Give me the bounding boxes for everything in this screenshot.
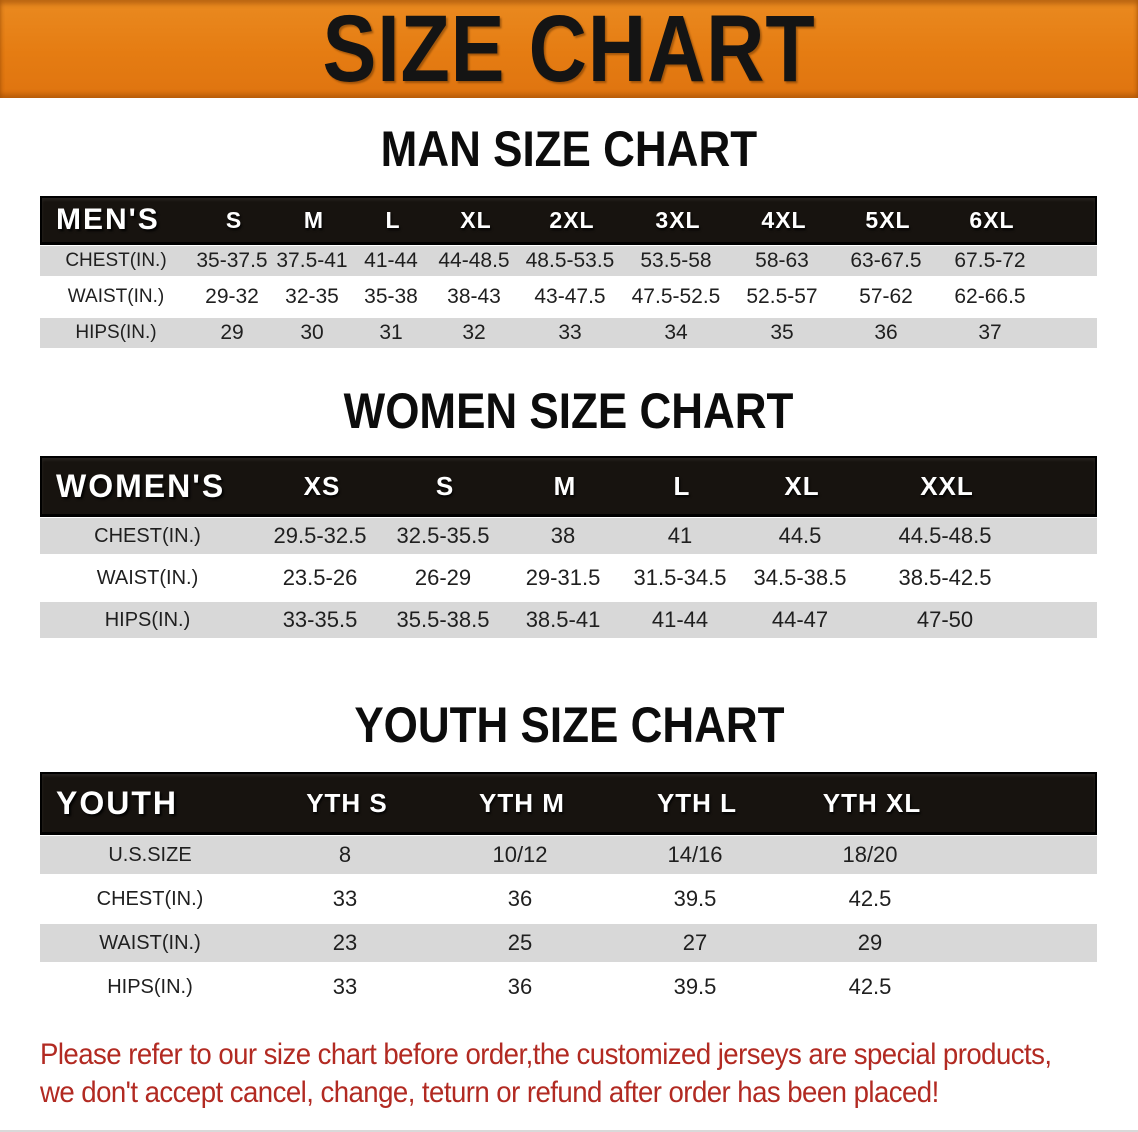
measurement-value: 29.5-32.5 [273,523,367,548]
measurement-value: 29 [220,321,244,344]
measurement-row [40,518,1097,554]
measurement-value: 41-44 [651,607,709,632]
measurement-value: 41 [667,523,693,548]
measurement-value: 37.5-41 [276,249,348,272]
size-column-header: YTH S [306,787,388,818]
measurement-value: 67.5-72 [954,249,1026,272]
size-column-header: 5XL [865,206,911,233]
size-column-header: 2XL [549,206,595,233]
measurement-value: 8 [338,842,352,867]
measurement-value: 26-29 [414,565,472,590]
measurement-row [40,836,1097,874]
spacer-cell [1042,282,1097,312]
size-table-header-row [40,456,1097,516]
measurement-value: 14/16 [667,842,723,867]
measurement-value: 10/12 [492,842,548,867]
size-table-header-row [40,196,1097,244]
size-column-header: YTH XL [822,787,922,818]
measurement-value: 39.5 [673,974,717,999]
measurement-value: 35.5-38.5 [396,607,490,632]
measurement-value: 35-37.5 [196,249,268,272]
measurement-value: 25 [507,930,533,955]
measurement-value: 43-47.5 [534,285,606,308]
measurement-value: 33 [332,974,358,999]
size-column-header: 4XL [761,206,807,233]
measurement-value: 48.5-53.5 [525,249,615,272]
measurement-value: 58-63 [755,249,809,272]
measurement-value: 29-31.5 [525,565,601,590]
measurement-value: 38-43 [447,285,501,308]
measurement-value: 57-62 [859,285,913,308]
measurement-value: 29-32 [205,285,259,308]
size-column-header: YTH M [479,787,565,818]
spacer-cell [1042,246,1097,276]
measurement-label: U.S.SIZE [108,843,192,866]
table-group-label: WOMEN'S [56,467,226,504]
measurement-label: WAIST(IN.) [67,286,165,307]
youth-size-chart-heading-text: YOUTH SIZE CHART [353,697,785,753]
spacer-cell [1025,518,1097,554]
measurement-row [40,968,1097,1006]
spacer-cell [960,836,1097,874]
measurement-value: 23.5-26 [282,565,358,590]
measurement-value: 37 [978,321,1002,344]
spacer-cell [960,880,1097,918]
measurement-value: 47.5-52.5 [631,285,721,308]
measurement-row [40,560,1097,596]
disclaimer-line-1: Please refer to our size chart before order,the customized jerseys are special products, [40,1038,1052,1071]
measurement-value: 18/20 [842,842,898,867]
measurement-value: 38.5-42.5 [898,565,992,590]
measurement-value: 32-35 [285,285,339,308]
measurement-value: 35-38 [364,285,418,308]
measurement-label: HIPS(IN.) [104,608,191,631]
measurement-value: 32 [462,321,486,344]
measurement-value: 38 [550,523,576,548]
measurement-value: 32.5-35.5 [396,523,490,548]
youth-size-chart-heading [0,697,1138,753]
spacer-cell [1025,560,1097,596]
size-column-header: 3XL [655,206,701,233]
size-column-header: XL [784,470,820,501]
measurement-value: 44-48.5 [438,249,510,272]
measurement-value: 39.5 [673,886,717,911]
measurement-value: 36 [507,886,533,911]
spacer-cell [1044,198,1099,242]
measurement-value: 52.5-57 [746,285,818,308]
measurement-value: 31.5-34.5 [633,565,727,590]
measurement-label: HIPS(IN.) [75,322,157,343]
table-group-label: YOUTH [56,784,178,821]
measurement-value: 30 [300,321,324,344]
measurement-value: 29 [857,930,883,955]
measurement-value: 44-47 [771,607,829,632]
measurement-value: 63-67.5 [850,249,922,272]
size-column-header: S [435,470,455,501]
man-size-chart-heading-text: MAN SIZE CHART [380,121,758,177]
women-size-chart-heading [0,383,1138,439]
spacer-cell [962,774,1099,832]
measurement-row [40,880,1097,918]
size-column-header: S [225,206,243,233]
measurement-label: WAIST(IN.) [96,566,199,589]
spacer-cell [960,968,1097,1006]
table-group-label: MEN'S [56,203,160,236]
size-column-header: 6XL [969,206,1015,233]
measurement-row [40,602,1097,638]
banner-title: SIZE CHART [322,0,816,102]
measurement-value: 31 [379,321,403,344]
spacer-cell [1027,458,1099,514]
measurement-row [40,282,1097,312]
measurement-value: 42.5 [848,974,892,999]
measurement-value: 35 [770,321,794,344]
measurement-value: 33 [558,321,582,344]
measurement-value: 23 [332,930,358,955]
measurement-value: 33-35.5 [282,607,358,632]
measurement-value: 62-66.5 [954,285,1026,308]
size-column-header: M [553,470,577,501]
measurement-label: CHEST(IN.) [94,524,201,547]
youth-size-table [40,772,1097,1006]
measurement-row [40,246,1097,276]
measurement-value: 27 [682,930,708,955]
measurement-value: 53.5-58 [640,249,712,272]
measurement-row [40,318,1097,348]
measurement-value: 44.5 [778,523,822,548]
size-column-header: YTH L [656,787,738,818]
measurement-value: 47-50 [916,607,974,632]
measurement-value: 36 [874,321,898,344]
size-column-header: XXL [920,470,974,501]
measurement-value: 44.5-48.5 [898,523,992,548]
size-column-header: L [673,470,691,501]
measurement-value: 42.5 [848,886,892,911]
size-table-header-row [40,772,1097,834]
women-size-chart-heading-text: WOMEN SIZE CHART [344,383,794,439]
measurement-value: 41-44 [364,249,418,272]
size-column-header: XL [460,206,492,233]
size-column-header: L [385,206,401,233]
spacer-cell [1042,318,1097,348]
women-size-table [40,456,1097,638]
measurement-label: WAIST(IN.) [99,931,201,954]
measurement-value: 34 [664,321,688,344]
measurement-value: 38.5-41 [525,607,601,632]
spacer-cell [1025,602,1097,638]
measurement-label: CHEST(IN.) [96,887,204,910]
measurement-label: HIPS(IN.) [107,975,193,998]
measurement-value: 34.5-38.5 [753,565,847,590]
measurement-value: 33 [332,886,358,911]
measurement-label: CHEST(IN.) [65,250,167,271]
man-size-chart-heading [0,121,1138,177]
measurement-row [40,924,1097,962]
spacer-cell [960,924,1097,962]
men-size-table [40,196,1097,348]
size-column-header: XS [303,470,341,501]
size-column-header: M [303,206,325,233]
size-chart-banner [0,0,1138,102]
measurement-value: 36 [507,974,533,999]
disclaimer-line-2: we don't accept cancel, change, teturn or refund after order has been placed! [40,1076,939,1109]
disclaimer-note [40,1036,1052,1112]
